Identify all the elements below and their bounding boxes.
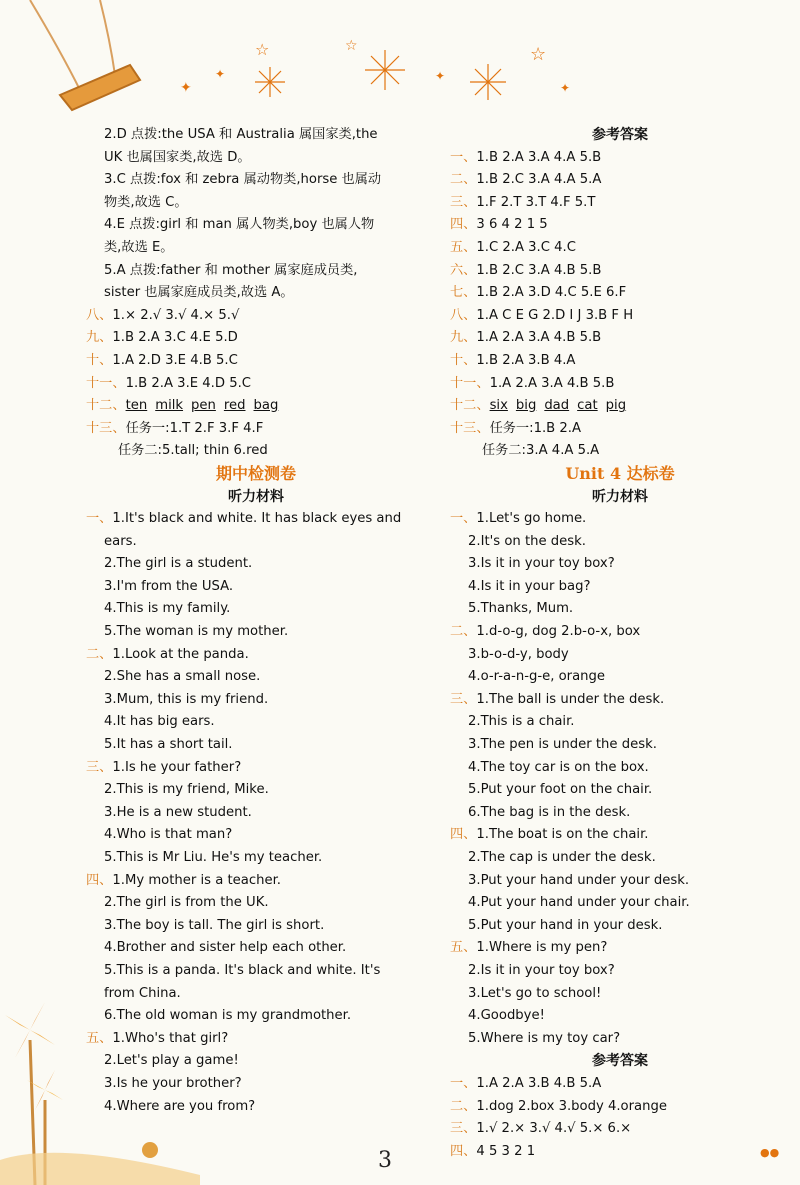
text-line (86, 214, 426, 237)
question-number: 十二、 (450, 398, 490, 414)
text-line (86, 1050, 426, 1073)
line-text: 4.Brother and sister help each other. (104, 940, 347, 956)
text-line (86, 1028, 426, 1051)
question-number: 八、 (450, 307, 477, 323)
line-text: 4.This is my family. (104, 601, 231, 617)
line-text: 5.Thanks, Mum. (468, 601, 574, 617)
question-number: 五、 (86, 1030, 113, 1046)
line-text: 3.b-o-d-y, body (468, 646, 569, 662)
line-text: 5.Put your foot on the chair. (468, 782, 653, 798)
text-line (86, 305, 426, 328)
svg-text:☆: ☆ (345, 38, 358, 54)
text-line (86, 169, 426, 192)
text-line (450, 598, 790, 621)
text-line (86, 440, 426, 463)
line-text: 1.Is he your father? (112, 759, 242, 775)
answer-word: cat (577, 398, 598, 414)
line-text: 4.E 点拨:girl 和 man 属人物类,boy 也属人物 (104, 217, 375, 233)
line-text: 1.Who's that girl? (112, 1030, 229, 1046)
text-line (86, 598, 426, 621)
text-line (86, 282, 426, 305)
question-number: 五、 (450, 239, 477, 255)
text-line (450, 1073, 790, 1096)
page-number: 3 (378, 1148, 392, 1173)
question-number: 十一、 (450, 375, 490, 391)
line-text: 1.B 2.C 3.A 4.B 5.B (476, 262, 602, 278)
text-line (86, 147, 426, 170)
line-text: 2.Let's play a game! (104, 1053, 239, 1069)
text-line (450, 576, 790, 599)
line-text: UK 也属国家类,故选 D。 (104, 149, 251, 165)
line-text: 3.I'm from the USA. (104, 578, 234, 594)
line-text: 2.This is my friend, Mike. (104, 782, 269, 798)
question-number: 二、 (450, 1098, 477, 1114)
question-number: 十、 (450, 352, 477, 368)
line-text: 2.The girl is a student. (104, 556, 253, 572)
line-text: 5.This is a panda. It's black and white. It's (104, 962, 381, 978)
question-number: 十三、 (450, 420, 490, 436)
section-subtitle: 参考答案 (592, 1053, 648, 1070)
line-text: 1.d-o-g, dog 2.b-o-x, box (476, 624, 641, 640)
line-text: from China. (104, 985, 181, 1001)
line-text: 3.Let's go to school! (468, 985, 602, 1001)
text-line (86, 373, 426, 396)
question-number: 二、 (450, 624, 477, 640)
text-line (450, 1141, 790, 1164)
text-line (450, 734, 790, 757)
question-number: 八、 (86, 307, 113, 323)
line-text: 6.The bag is in the desk. (468, 804, 631, 820)
text-line (86, 1096, 426, 1119)
line-text: 4.Where are you from? (104, 1098, 256, 1114)
text-line (450, 237, 790, 260)
text-line (86, 124, 426, 147)
text-line (86, 621, 426, 644)
text-line (86, 892, 426, 915)
line-text: 1.My mother is a teacher. (112, 872, 281, 888)
text-line (86, 1073, 426, 1096)
text-line (450, 802, 790, 825)
text-line (450, 983, 790, 1006)
question-number: 十、 (86, 352, 113, 368)
svg-text:☆: ☆ (530, 44, 547, 65)
text-line (450, 531, 790, 554)
text-line (450, 621, 790, 644)
text-line (450, 937, 790, 960)
section-subtitle: 听力材料 (228, 488, 284, 505)
text-line (450, 169, 790, 192)
text-line (450, 847, 790, 870)
text-line (450, 373, 790, 396)
line-text: 1.B 2.A 3.C 4.E 5.D (112, 330, 238, 346)
answer-word: ten (125, 398, 148, 414)
line-text: 4.Who is that man? (104, 827, 233, 843)
question-number: 三、 (450, 1121, 477, 1137)
line-text: 2.The cap is under the desk. (468, 850, 656, 865)
svg-text:✦: ✦ (560, 81, 571, 95)
answer-word: pen (191, 398, 216, 414)
line-text: 1.√ 2.× 3.√ 4.√ 5.× 6.× (476, 1121, 632, 1137)
line-text: 4.Put your hand under your chair. (468, 895, 690, 911)
text-line (450, 960, 790, 983)
question-number: 四、 (450, 217, 477, 233)
line-text: 3.He is a new student. (104, 804, 252, 820)
text-line (450, 440, 790, 463)
line-text: 1.A 2.D 3.E 4.B 5.C (112, 352, 238, 368)
line-text: 类,故选 E。 (104, 239, 174, 255)
text-line (450, 508, 790, 531)
text-line (450, 214, 790, 237)
question-number: 九、 (450, 330, 477, 346)
question-number: 十二、 (86, 398, 126, 414)
header-decoration (0, 0, 800, 120)
answer-word: pig (605, 398, 627, 414)
line-text: 物类,故选 C。 (104, 194, 188, 210)
question-number: 四、 (86, 872, 113, 888)
text-line (450, 1005, 790, 1028)
text-line (86, 689, 426, 712)
section-subtitle: 听力材料 (592, 488, 648, 505)
text-line (450, 395, 790, 418)
line-text: 4.o-r-a-n-g-e, orange (468, 669, 605, 685)
line-text: 3.Put your hand under your desk. (468, 872, 690, 888)
question-number: 一、 (450, 1075, 477, 1091)
svg-text:✦: ✦ (435, 69, 446, 83)
text-line (86, 960, 426, 983)
line-text: 2.D 点拨:the USA 和 Australia 属国家类,the (104, 127, 378, 142)
line-text: 4.Is it in your bag? (468, 578, 591, 594)
question-number: 三、 (86, 759, 113, 775)
line-text: 5.It has a short tail. (104, 737, 233, 753)
line-text: 4.The toy car is on the box. (468, 759, 649, 775)
line-text: 5.Where is my toy car? (468, 1030, 621, 1046)
line-text: 4.Goodbye! (468, 1008, 545, 1024)
line-text: 2.It's on the desk. (468, 533, 586, 549)
text-line (86, 508, 426, 531)
text-line (86, 983, 426, 1006)
answer-word: six (489, 398, 508, 414)
line-text: sister 也属家庭成员类,故选 A。 (104, 285, 294, 301)
text-line (450, 1028, 790, 1051)
text-line (450, 779, 790, 802)
text-line (86, 395, 426, 418)
question-number: 六、 (450, 262, 477, 278)
text-line (450, 870, 790, 893)
text-line (86, 847, 426, 870)
line-text: 3.Is it in your toy box? (468, 556, 615, 572)
line-text: 任务一:1.B 2.A (489, 420, 581, 436)
text-line (450, 350, 790, 373)
svg-text:✦: ✦ (180, 80, 192, 96)
line-text: 1.C 2.A 3.C 4.C (476, 239, 576, 255)
line-text: 任务二:3.A 4.A 5.A (482, 443, 600, 459)
text-line (450, 327, 790, 350)
text-line (86, 824, 426, 847)
line-text: 1.Look at the panda. (112, 646, 249, 662)
line-text: 3.Is he your brother? (104, 1075, 242, 1091)
svg-text:✦: ✦ (215, 67, 226, 81)
question-number: 九、 (86, 330, 113, 346)
right-column (450, 124, 790, 1163)
text-line (450, 553, 790, 576)
line-text: 3.Mum, this is my friend. (104, 691, 269, 707)
text-line (86, 666, 426, 689)
text-line (450, 418, 790, 441)
line-text: 5.The woman is my mother. (104, 624, 289, 640)
line-text: 2.She has a small nose. (104, 669, 261, 685)
question-number: 四、 (450, 1143, 477, 1159)
question-number: 十一、 (86, 375, 126, 391)
text-line (86, 711, 426, 734)
question-number: 一、 (450, 511, 477, 527)
text-line (450, 689, 790, 712)
text-line (86, 576, 426, 599)
line-text: 1.A 2.A 3.B 4.B 5.A (476, 1075, 602, 1091)
text-line (86, 237, 426, 260)
text-line (450, 915, 790, 938)
text-line (86, 757, 426, 780)
section-subtitle: 参考答案 (592, 127, 648, 143)
text-line (86, 870, 426, 893)
line-text: 1.B 2.A 3.E 4.D 5.C (125, 375, 252, 391)
text-line (450, 282, 790, 305)
question-number: 二、 (86, 646, 113, 662)
line-text: 任务一:1.T 2.F 3.F 4.F (125, 420, 264, 436)
line-text: 3.The boy is tall. The girl is short. (104, 917, 325, 933)
answer-word: milk (155, 398, 184, 414)
line-text: 1.B 2.C 3.A 4.A 5.A (476, 172, 602, 188)
line-text: 1.Where is my pen? (476, 940, 608, 956)
text-line (86, 915, 426, 938)
line-text: 4 5 3 2 1 (476, 1143, 536, 1159)
line-text: 1.B 2.A 3.D 4.C 5.E 6.F (476, 285, 627, 301)
line-text: 3.C 点拨:fox 和 zebra 属动物类,horse 也属动 (104, 172, 382, 188)
text-line (86, 802, 426, 825)
line-text: 1.The boat is on the chair. (476, 827, 649, 843)
line-text: 6.The old woman is my grandmother. (104, 1008, 352, 1024)
question-number: 七、 (450, 285, 477, 301)
text-line (86, 531, 426, 554)
line-text: 1.A C E G 2.D I J 3.B F H (476, 307, 634, 323)
line-text: 1.A 2.A 3.A 4.B 5.B (476, 330, 602, 346)
line-text: ears. (104, 533, 137, 549)
line-text: 1.A 2.A 3.A 4.B 5.B (489, 375, 615, 391)
answer-word: bag (253, 398, 279, 414)
text-line (450, 305, 790, 328)
line-text: 3 6 4 2 1 5 (476, 217, 548, 233)
line-text: 5.A 点拨:father 和 mother 属家庭成员类, (104, 262, 358, 278)
text-line (86, 734, 426, 757)
line-text: 1.Let's go home. (476, 511, 587, 527)
question-number: 四、 (450, 827, 477, 843)
question-number: 三、 (450, 691, 477, 707)
text-line (450, 192, 790, 215)
text-line (450, 147, 790, 170)
section-title: Unit 4 达标卷 (565, 463, 675, 483)
line-text: 1.dog 2.box 3.body 4.orange (476, 1098, 667, 1114)
line-text: 2.Is it in your toy box? (468, 962, 615, 978)
question-number: 二、 (450, 172, 477, 188)
line-text: 2.This is a chair. (468, 714, 575, 730)
line-text: 3.The pen is under the desk. (468, 737, 657, 753)
text-line (450, 711, 790, 734)
text-line (450, 892, 790, 915)
answer-word: red (223, 398, 246, 414)
line-text: 1.B 2.A 3.B 4.A (476, 352, 576, 368)
line-text: 1.F 2.T 3.T 4.F 5.T (476, 194, 596, 210)
question-number: 一、 (86, 511, 113, 527)
text-line (450, 757, 790, 780)
line-text: 1.It's black and white. It has black eyes and (112, 511, 402, 527)
line-text: 5.Put your hand in your desk. (468, 917, 663, 933)
text-line (450, 260, 790, 283)
text-line (86, 327, 426, 350)
text-line (86, 1005, 426, 1028)
line-text: 2.The girl is from the UK. (104, 895, 269, 911)
text-line (450, 1096, 790, 1119)
section-title: 期中检测卷 (215, 463, 296, 483)
question-number: 五、 (450, 940, 477, 956)
line-text: 1.The ball is under the desk. (476, 691, 665, 707)
line-text: 任务二:5.tall; thin 6.red (118, 443, 268, 459)
text-line (86, 937, 426, 960)
line-text: 4.It has big ears. (104, 714, 215, 730)
text-line (86, 553, 426, 576)
question-number: 十三、 (86, 420, 126, 436)
text-line (86, 418, 426, 441)
text-line (86, 644, 426, 667)
line-text: 1.× 2.√ 3.√ 4.× 5.√ (112, 307, 240, 323)
answer-word: dad (544, 398, 570, 414)
question-number: 一、 (450, 149, 477, 165)
text-line (86, 779, 426, 802)
text-line (86, 260, 426, 283)
answer-word: big (515, 398, 537, 414)
text-line (86, 192, 426, 215)
text-line (450, 1118, 790, 1141)
svg-text:☆: ☆ (255, 40, 270, 59)
text-line (86, 350, 426, 373)
page-dots-decoration: ●● (760, 1146, 780, 1159)
line-text: 5.This is Mr Liu. He's my teacher. (104, 850, 323, 865)
line-text: 1.B 2.A 3.A 4.A 5.B (476, 149, 602, 165)
text-line (450, 666, 790, 689)
text-line (450, 644, 790, 667)
left-column (86, 124, 426, 1118)
text-line (450, 824, 790, 847)
question-number: 三、 (450, 194, 477, 210)
